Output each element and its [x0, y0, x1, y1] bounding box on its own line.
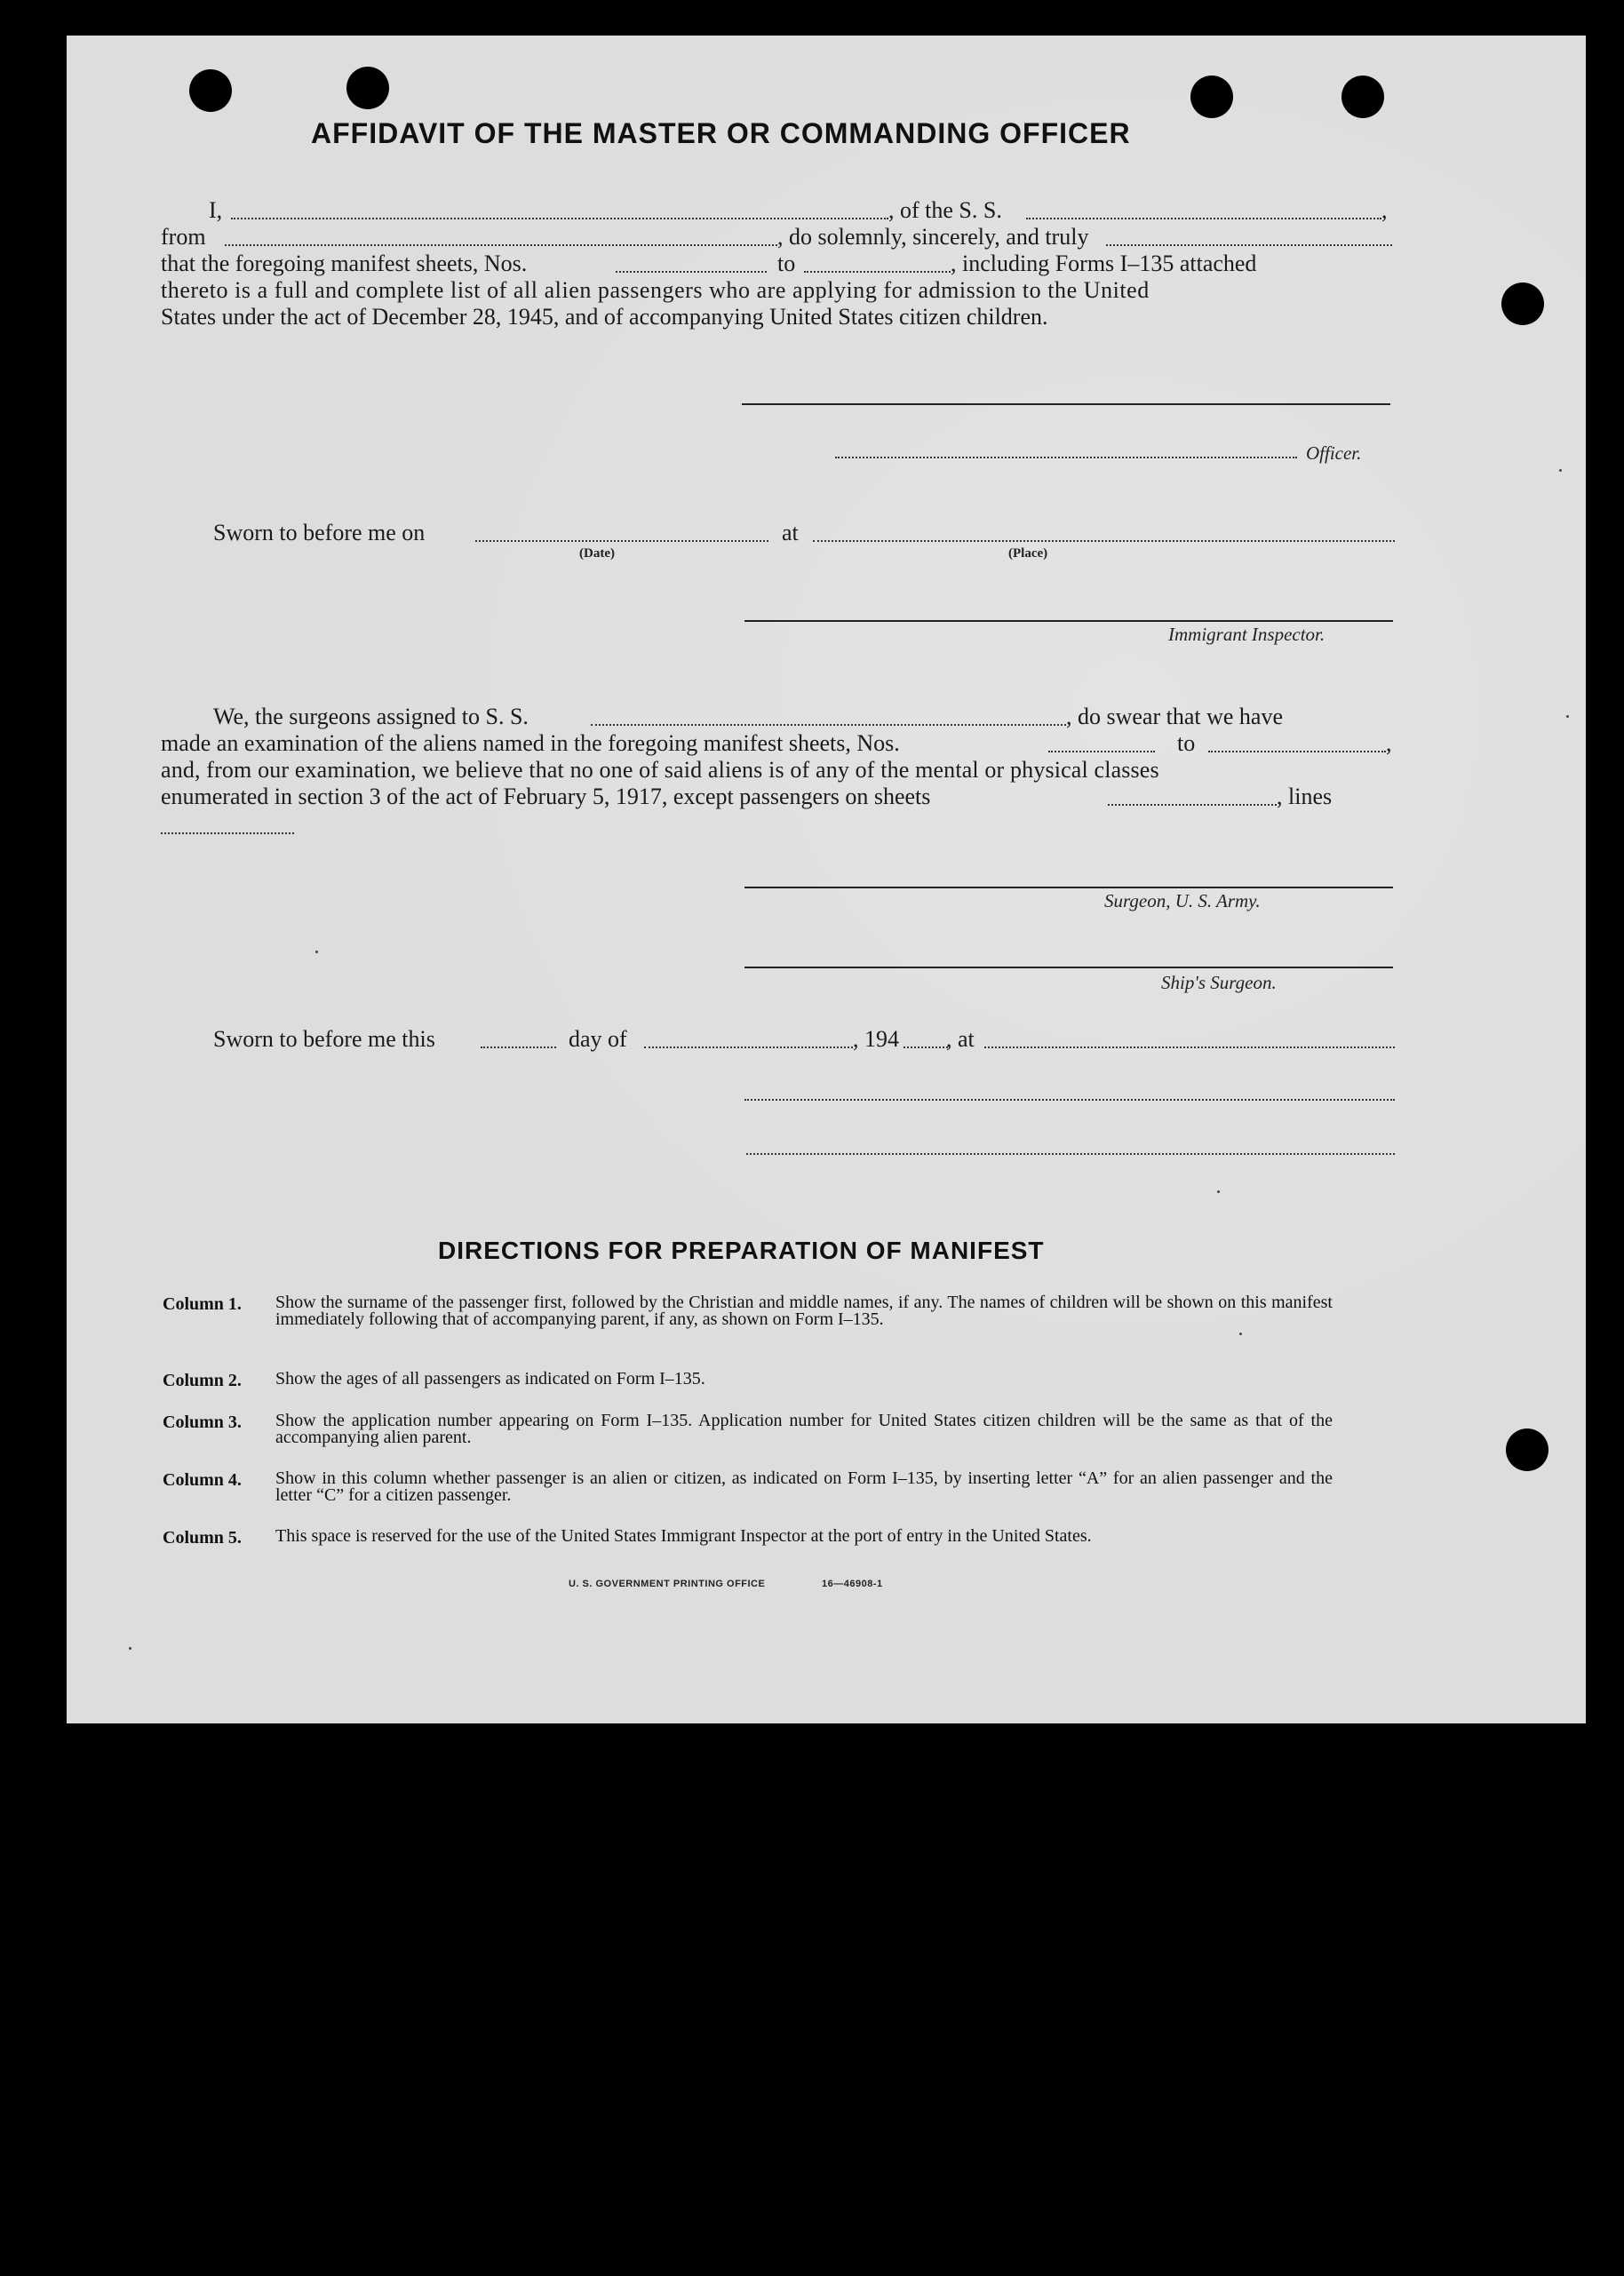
- affidavit-text: , do solemnly, sincerely, and truly: [777, 224, 1089, 250]
- surgeon-text: to: [1177, 730, 1196, 756]
- speck: [1239, 1333, 1242, 1335]
- officer-label: Officer.: [1306, 442, 1362, 464]
- punch-hole: [346, 67, 389, 109]
- speck: [315, 951, 318, 953]
- column-4-label: Column 4.: [163, 1470, 242, 1490]
- column-1-text: Show the surname of the passenger first, followed by the Christian and middle names, if any. The names of children will be shown on this manifest immediately following that of accompanying parent, if any, as shown on Form I–135.: [275, 1293, 1333, 1329]
- surgeon-text: , lines: [1277, 784, 1333, 809]
- sworn-year-field[interactable]: [904, 1046, 948, 1048]
- port-from-field[interactable]: [225, 244, 777, 246]
- sworn-month-field[interactable]: [644, 1046, 853, 1048]
- affidavit-text: at: [782, 520, 799, 545]
- sworn-day-field[interactable]: [481, 1046, 556, 1048]
- sworn-date-field[interactable]: [475, 540, 768, 542]
- speck: [1217, 1190, 1220, 1193]
- signature-line[interactable]: [744, 967, 1393, 968]
- affidavit-text: , including Forms I–135 attached: [951, 251, 1257, 276]
- signature-line[interactable]: [742, 403, 1390, 405]
- except-lines-field[interactable]: [161, 832, 294, 834]
- column-2-text: Show the ages of all passengers as indicated on Form I–135.: [275, 1369, 705, 1389]
- surgeon-text: enumerated in section 3 of the act of February 5, 1917, except passengers on sheets: [161, 784, 931, 809]
- surgeon-text: , 194: [853, 1026, 899, 1052]
- signature-field[interactable]: [746, 1153, 1395, 1155]
- surgeon-text: day of: [569, 1026, 627, 1052]
- signature-line[interactable]: [744, 887, 1393, 888]
- sheet-from-field[interactable]: [616, 271, 767, 273]
- affidavit-text: to: [777, 251, 796, 276]
- surgeon-text: ,: [1386, 730, 1392, 756]
- affidavit-title: AFFIDAVIT OF THE MASTER OR COMMANDING OFFICER: [311, 117, 1131, 149]
- army-surgeon-label: Surgeon, U. S. Army.: [1104, 890, 1261, 911]
- affidavit-text: I,: [209, 197, 223, 223]
- master-name-field[interactable]: [231, 218, 888, 219]
- signature-field[interactable]: [744, 1099, 1395, 1101]
- column-1-label: Column 1.: [163, 1294, 242, 1314]
- signature-line[interactable]: [744, 620, 1393, 622]
- affidavit-text: thereto is a full and complete list of all alien passengers who are applying for admission to the United: [161, 277, 1150, 303]
- oath-field[interactable]: [1106, 244, 1392, 246]
- column-5-text: This space is reserved for the use of the United States Immigrant Inspector at the port of entry in the United States.: [275, 1526, 1092, 1546]
- column-4-text: Show in this column whether passenger is an alien or citizen, as indicated on Form I–135, by inserting letter “A” for an alien passenger and the letter “C” for a citizen passenger.: [275, 1468, 1333, 1505]
- punch-hole: [1190, 76, 1233, 118]
- inspector-label: Immigrant Inspector.: [1168, 624, 1325, 645]
- affidavit-text: from: [161, 224, 206, 250]
- surgeon-text: made an examination of the aliens named in the foregoing manifest sheets, Nos.: [161, 730, 900, 756]
- affidavit-text: Sworn to before me on: [213, 520, 426, 545]
- surgeon-text: We, the surgeons assigned to S. S.: [213, 704, 529, 729]
- affidavit-text: , of the S. S.: [888, 197, 1002, 223]
- affidavit-text: States under the act of December 28, 1945, and of accompanying United States citizen children.: [161, 304, 1048, 330]
- column-3-label: Column 3.: [163, 1413, 242, 1432]
- speck: [129, 1647, 131, 1650]
- punch-hole: [1341, 76, 1384, 118]
- form-code: 16—46908-1: [822, 1579, 883, 1589]
- surgeon-text: Sworn to before me this: [213, 1026, 435, 1052]
- sworn-place-field[interactable]: [813, 540, 1395, 542]
- printer-imprint: U. S. GOVERNMENT PRINTING OFFICE: [569, 1579, 766, 1589]
- surgeon-ship-field[interactable]: [591, 724, 1066, 726]
- officer-signature-field[interactable]: [835, 457, 1297, 458]
- document-page: [67, 36, 1586, 1723]
- surgeon-sheet-to-field[interactable]: [1208, 751, 1386, 752]
- surgeon-text: and, from our examination, we believe that no one of said aliens is of any of the mental or physical classes: [161, 757, 1159, 783]
- except-sheets-field[interactable]: [1108, 804, 1277, 806]
- ship-surgeon-label: Ship's Surgeon.: [1161, 972, 1277, 993]
- surgeon-sheet-from-field[interactable]: [1048, 751, 1155, 752]
- surgeon-text: , at: [946, 1026, 975, 1052]
- place-caption: (Place): [1008, 546, 1048, 561]
- column-5-label: Column 5.: [163, 1528, 242, 1548]
- date-caption: (Date): [579, 546, 615, 561]
- punch-hole: [1506, 1428, 1548, 1471]
- sheet-to-field[interactable]: [804, 271, 951, 273]
- punch-hole: [189, 69, 232, 112]
- speck: [1559, 469, 1562, 472]
- column-3-text: Show the application number appearing on Form I–135. Application number for United States citizen children will be the same as that of the accompanying alien parent.: [275, 1411, 1333, 1447]
- speck: [1566, 715, 1569, 718]
- affidavit-text: ,: [1381, 197, 1388, 223]
- ship-name-field[interactable]: [1026, 218, 1381, 219]
- column-2-label: Column 2.: [163, 1371, 242, 1390]
- sworn-at-field[interactable]: [984, 1046, 1395, 1048]
- affidavit-text: that the foregoing manifest sheets, Nos.: [161, 251, 528, 276]
- punch-hole: [1501, 283, 1544, 325]
- directions-title: DIRECTIONS FOR PREPARATION OF MANIFEST: [438, 1237, 1045, 1264]
- surgeon-text: , do swear that we have: [1066, 704, 1284, 729]
